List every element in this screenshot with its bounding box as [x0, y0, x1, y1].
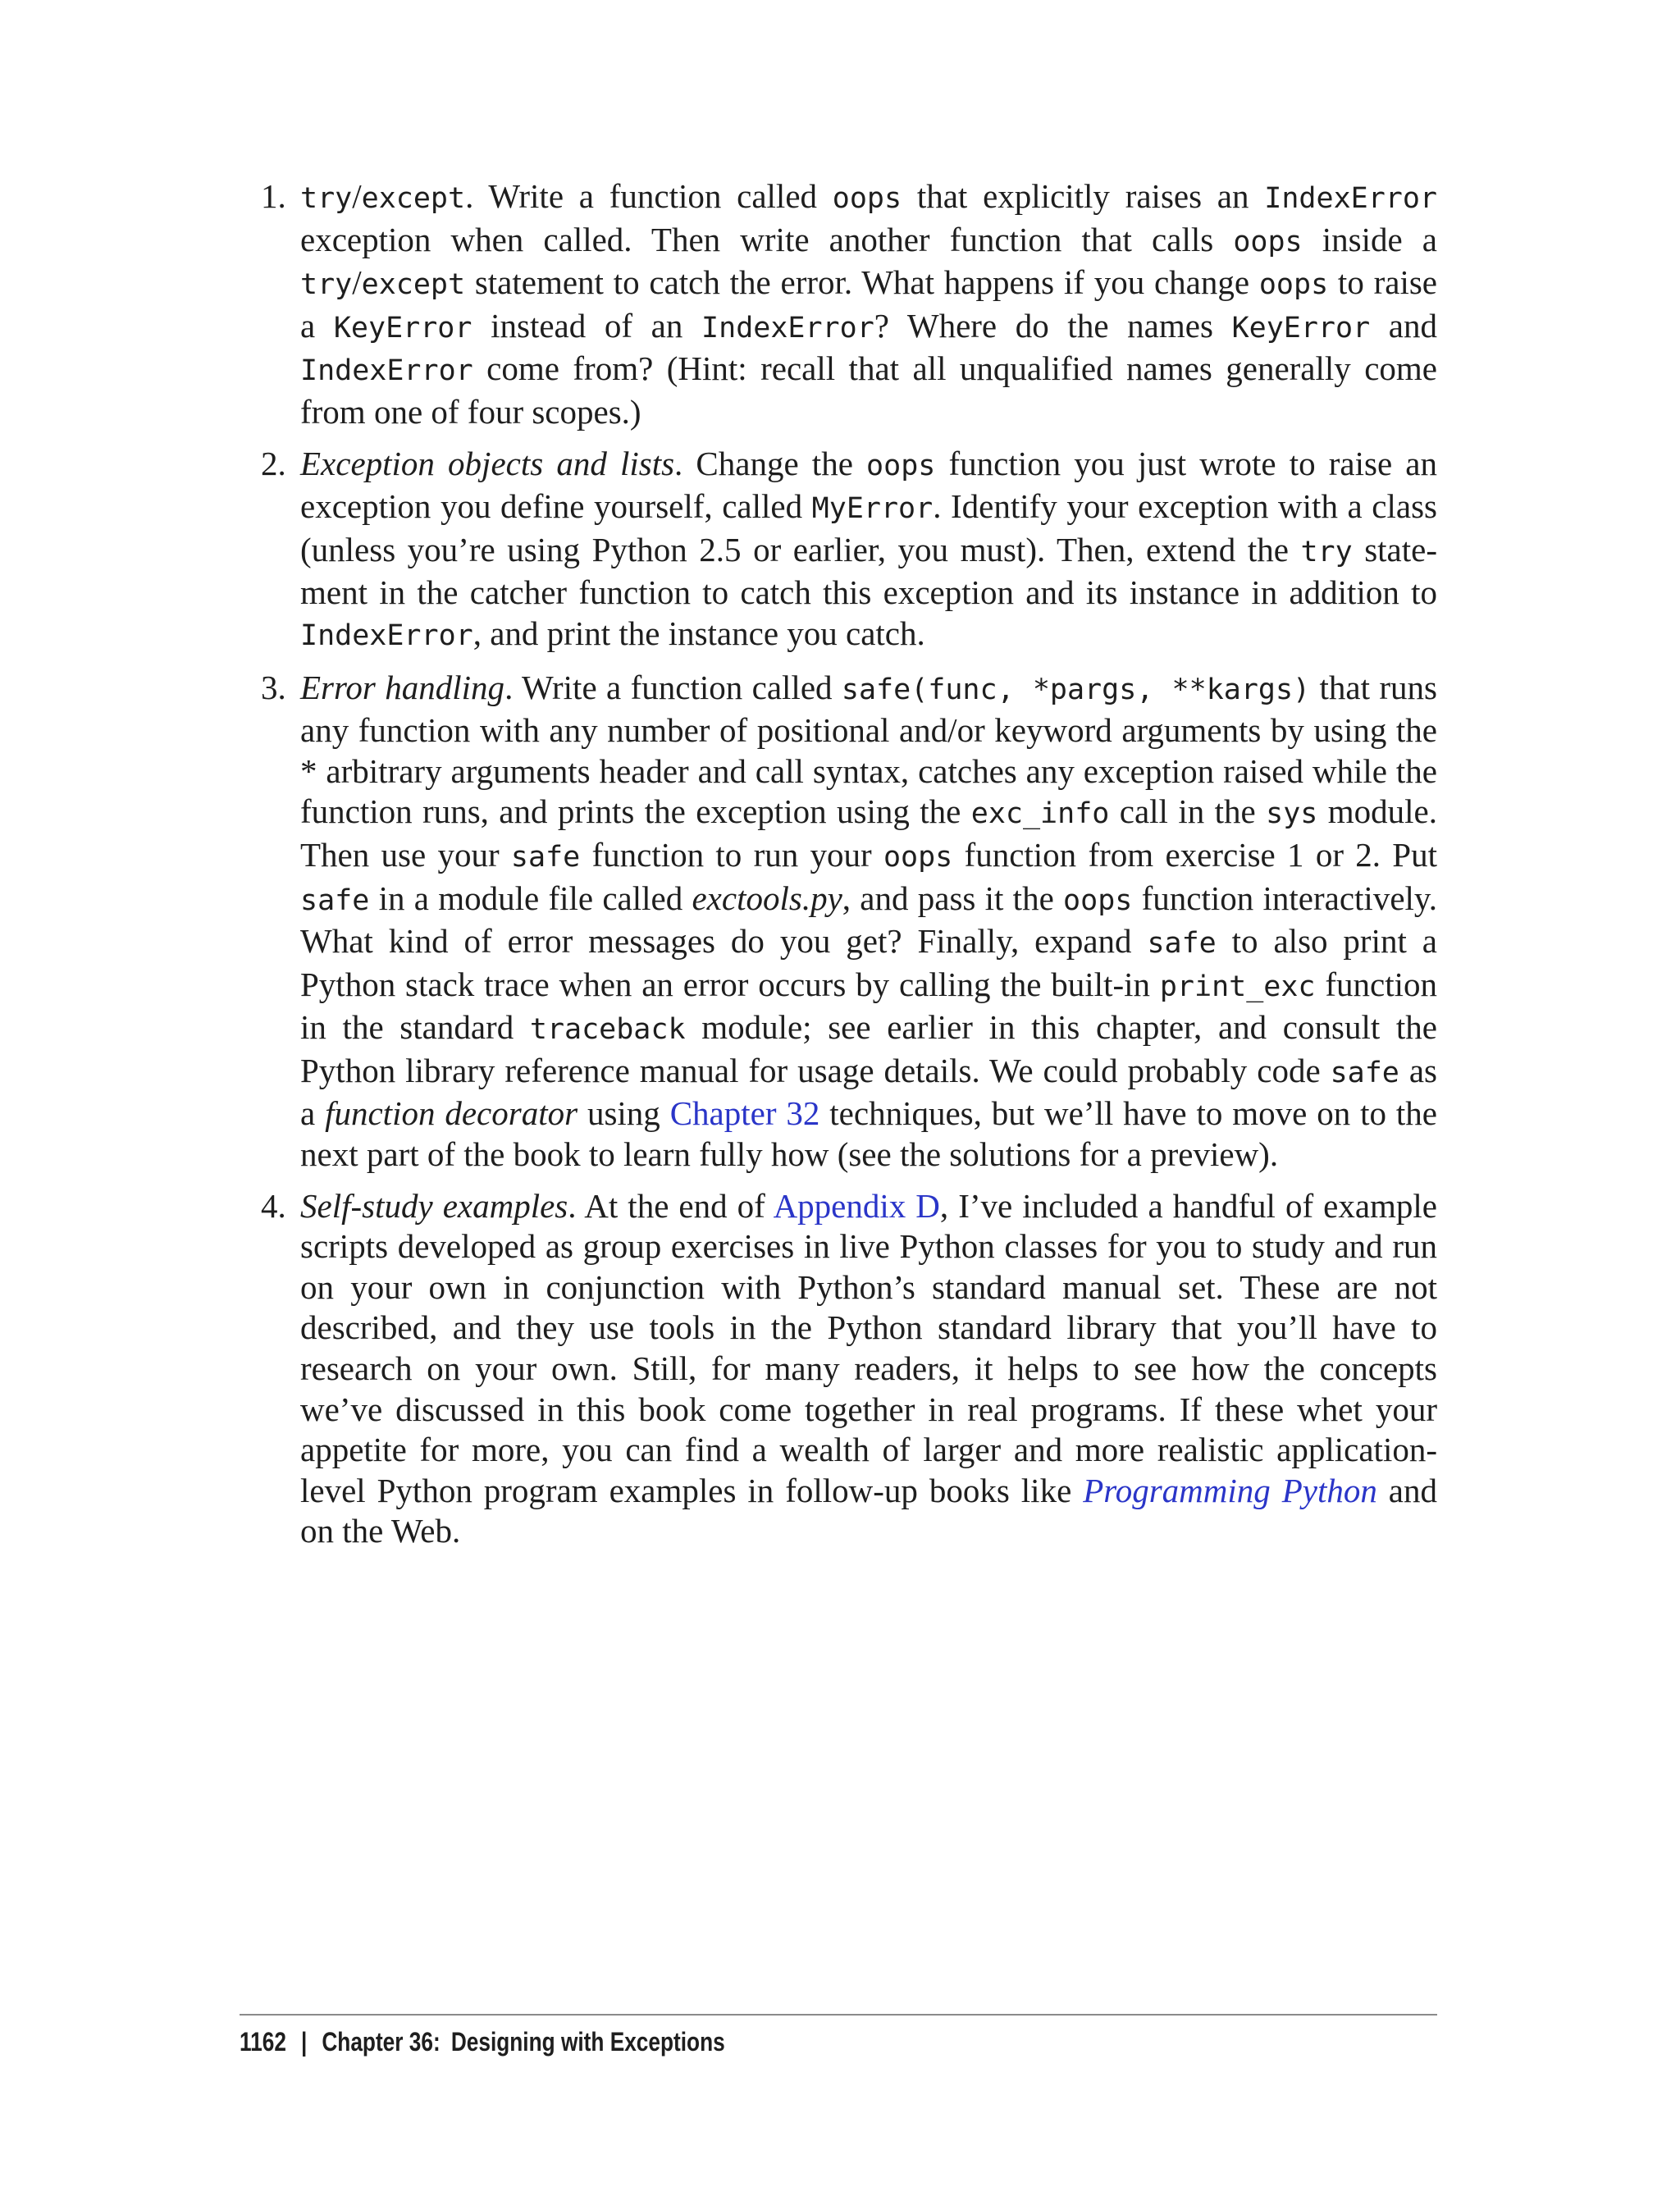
inline-code: sys — [1266, 797, 1318, 831]
inline-code: IndexError — [701, 311, 874, 345]
body-text: . Identify your exception with a class (unless you’re using Python 2.5 or earlier, you must). Then, extend the — [300, 487, 1437, 568]
page-footer — [240, 2023, 725, 2061]
exercise-text — [300, 177, 1437, 431]
body-text: instead of an — [472, 306, 702, 345]
inline-code: KeyError — [333, 311, 472, 345]
inline-code: IndexError — [1264, 182, 1437, 215]
emphasis: Exception objects and lists — [300, 444, 675, 482]
exercise-item — [240, 668, 1437, 1176]
inline-code: IndexError — [300, 619, 473, 652]
inline-code: exc_info — [970, 797, 1110, 831]
inline-code: oops — [1233, 225, 1303, 258]
inline-code: oops — [866, 449, 936, 482]
emphasis: exctools.py — [692, 879, 842, 917]
body-text: function from exercise 1 or 2. Put — [952, 835, 1437, 874]
emphasis: Error handling — [300, 668, 505, 706]
body-text: , and print the instance you catch. — [472, 614, 925, 652]
footer-separator: | — [300, 2027, 308, 2057]
body-text: come from? (Hint: recall that all unqualified names generally come from one of four scopes.) — [300, 349, 1437, 431]
chapter-title: Chapter 36: Designing with Exceptions — [322, 2027, 725, 2057]
inline-code: print_exc — [1159, 970, 1316, 1003]
body-text: . Change the — [674, 444, 867, 482]
exercise-text — [300, 445, 1437, 652]
body-text: using — [578, 1094, 670, 1133]
body-text: , I’ve included a handful of example scripts developed as group exercises in live Python classes for you to study and run on your own in conjunction with Python’s standard manual set. These are not described, and they use tools in the Python standard library that you’ll have to research on your own. Still, for many readers, it helps to see how the concepts we’ve discussed in this book come together in real programs. If these whet your appetite for more, you can find a wealth of larger and more realistic application-level Python program examples in follow-up books like — [300, 1186, 1437, 1509]
exercise-number: 4. — [261, 1186, 286, 1225]
body-text: , and pass it the — [842, 879, 1064, 917]
body-text: that runs any function with any number of positional and/or keyword arguments by using the * arbitrary arguments header and call syntax, catches any exception raised while the function runs, and prints the exception using the — [300, 668, 1437, 831]
body-text: exception when called. Then write another function that calls — [300, 220, 1234, 258]
inline-code: safe(func, *pargs, **kargs) — [841, 673, 1311, 706]
exercise-item — [240, 176, 1437, 433]
inline-code: traceback — [529, 1013, 686, 1047]
body-text: as a — [300, 1051, 1437, 1133]
exercise-list — [240, 176, 1437, 1563]
body-text: . Write a function called — [465, 177, 833, 215]
inline-code: safe — [510, 840, 581, 874]
inline-code: safe — [1330, 1056, 1399, 1089]
page-number: 1162 — [240, 2027, 286, 2057]
inline-code: KeyError — [1231, 311, 1371, 345]
inline-code: oops — [1258, 268, 1329, 302]
body-text: module. Then use your — [300, 792, 1437, 874]
inline-code: MyError — [811, 492, 934, 526]
body-text: statement to catch the error. What happens if you change — [465, 263, 1259, 302]
footer-rule — [240, 2014, 1437, 2016]
body-text: function to run your — [580, 835, 883, 874]
body-text: techniques, but we’ll have to move on to the next part of the book to learn fully how (see the solutions for a preview). — [300, 1094, 1437, 1174]
body-text: module; see earlier in this chapter, and consult the Python library reference manual for usage details. We could probably code — [300, 1008, 1437, 1089]
exercise-item — [240, 1186, 1437, 1552]
cross-reference-link[interactable]: Appendix D — [773, 1186, 940, 1225]
emphasis: Self-study examples — [300, 1186, 568, 1225]
emphasis: function decorator — [325, 1094, 578, 1133]
inline-code: try — [300, 182, 353, 215]
body-text: that explicitly raises an — [902, 177, 1265, 215]
body-text: function in the standard — [300, 965, 1437, 1047]
inline-code: oops — [832, 182, 902, 215]
book-title-link[interactable]: Programming Python — [1083, 1471, 1377, 1509]
exercise-number: 1. — [261, 177, 286, 215]
exercise-number: 2. — [261, 444, 286, 482]
exercise-text — [300, 669, 1437, 1174]
body-text: . At the end of — [568, 1186, 774, 1225]
body-text: call in the — [1109, 792, 1267, 831]
body-text: and — [1370, 306, 1438, 345]
exercise-item — [240, 444, 1437, 657]
inline-code: safe — [300, 883, 370, 917]
inline-code: safe — [1147, 927, 1217, 961]
exercise-text — [300, 1187, 1437, 1550]
body-text: to raise a — [300, 263, 1437, 345]
inline-code: oops — [1063, 883, 1133, 917]
body-text: . Write a function called — [504, 668, 842, 706]
inline-code: except — [361, 268, 466, 302]
body-text: ? Where do the names — [874, 306, 1232, 345]
body-text: inside a — [1302, 220, 1437, 258]
exercise-number: 3. — [261, 668, 286, 706]
body-text: and on the Web. — [300, 1471, 1437, 1550]
body-text: function you just wrote to raise an exception you define yourself, called — [300, 444, 1437, 526]
body-text: to also print a Python stack trace when an error occurs by calling the built-in — [300, 922, 1437, 1003]
body-text: function interactively. What kind of error messages do you get? Finally, expand — [300, 879, 1438, 961]
body-text: / — [352, 177, 362, 215]
inline-code: try — [1300, 535, 1353, 568]
cross-reference-link[interactable]: Chapter 32 — [669, 1094, 820, 1133]
body-text: statement in the catcher function to catch this exception and its instance in addition to — [300, 530, 1437, 612]
inline-code: oops — [883, 840, 953, 874]
inline-code: except — [361, 182, 466, 215]
body-text: in a module file called — [369, 879, 692, 917]
body-text: / — [352, 263, 362, 302]
inline-code: IndexError — [300, 354, 473, 388]
inline-code: try — [300, 268, 353, 302]
